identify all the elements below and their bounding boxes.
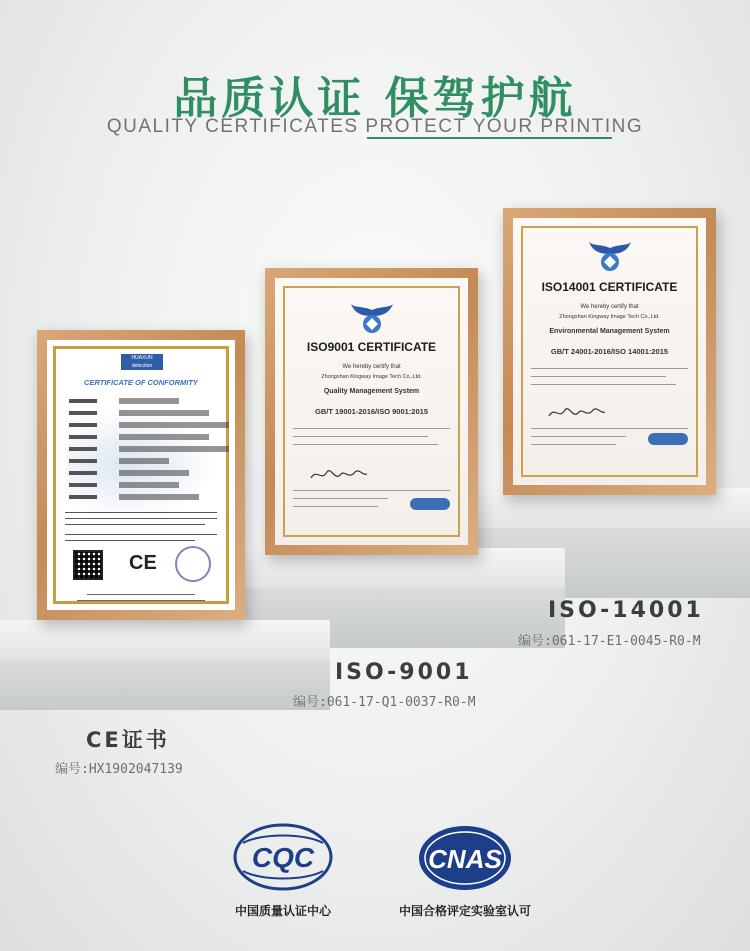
cqc-label: 中国质量认证中心	[234, 904, 331, 918]
certification-wing-icon	[587, 240, 633, 274]
iso9001-number: 编号:061-17-Q1-0037-R0-M	[293, 695, 476, 710]
iso14001-caption: ISO-14001	[548, 598, 704, 623]
iso9001-caption: ISO-9001	[335, 660, 473, 685]
iso14001-certificate-frame	[503, 208, 716, 495]
page-subtitle: QUALITY CERTIFICATES PROTECT YOUR PRINTING	[106, 116, 644, 137]
ce-caption: CE证书	[86, 728, 170, 752]
cqc-mark: CQC	[251, 842, 315, 873]
iso14001-certificate-paper	[513, 218, 706, 485]
cnas-label: 中国合格评定实验室认可	[398, 904, 531, 918]
iso9001-system: Quality Management System	[323, 388, 420, 395]
ce-doc-title: CERTIFICATE OF CONFORMITY	[84, 378, 198, 387]
iso9001-company: Zhongshan Kingway Image Tech Co.,Ltd.	[321, 374, 422, 380]
ce-certificate-paper	[47, 340, 235, 610]
iso9001-certify-text: We hereby certify that	[342, 364, 401, 370]
iso14001-standard: GB/T 24001-2016/ISO 14001:2015	[550, 347, 669, 356]
ce-issuer-logo: HUAXUN detection	[121, 354, 163, 370]
ce-mark: CE	[129, 552, 157, 574]
accreditation-badges	[648, 433, 688, 445]
pedestal-ce	[0, 620, 330, 660]
accreditation-badges	[410, 498, 450, 510]
qr-code-icon	[73, 550, 103, 580]
certification-wing-icon	[349, 302, 395, 336]
iso14001-doc-title: ISO14001 CERTIFICATE	[541, 280, 678, 294]
iso9001-certificate-paper	[275, 278, 468, 545]
iso14001-system: Environmental Management System	[549, 328, 670, 335]
page-title: 品质认证 保驾护航	[173, 73, 577, 124]
iso14001-company: Zhongshan Kingway Image Tech Co.,Ltd.	[559, 314, 660, 320]
signature-icon	[309, 466, 369, 484]
cnas-mark: CNAS	[428, 844, 502, 874]
stamp-icon	[175, 546, 211, 582]
iso14001-number: 编号:061-17-E1-0045-R0-M	[518, 634, 701, 649]
signature-icon	[547, 404, 607, 422]
ce-certificate-frame	[37, 330, 245, 620]
iso9001-standard: GB/T 19001-2016/ISO 9001:2015	[315, 407, 428, 416]
cqc-logo-icon	[231, 823, 335, 891]
iso14001-certify-text: We hereby certify that	[580, 304, 639, 310]
pedestal-ce-face	[0, 660, 330, 710]
cnas-logo-icon	[410, 820, 520, 892]
subtitle-underline	[367, 137, 612, 139]
iso9001-doc-title: ISO9001 CERTIFICATE	[306, 340, 437, 354]
iso9001-certificate-frame	[265, 268, 478, 555]
ce-number: 编号:HX1902047139	[55, 762, 183, 777]
